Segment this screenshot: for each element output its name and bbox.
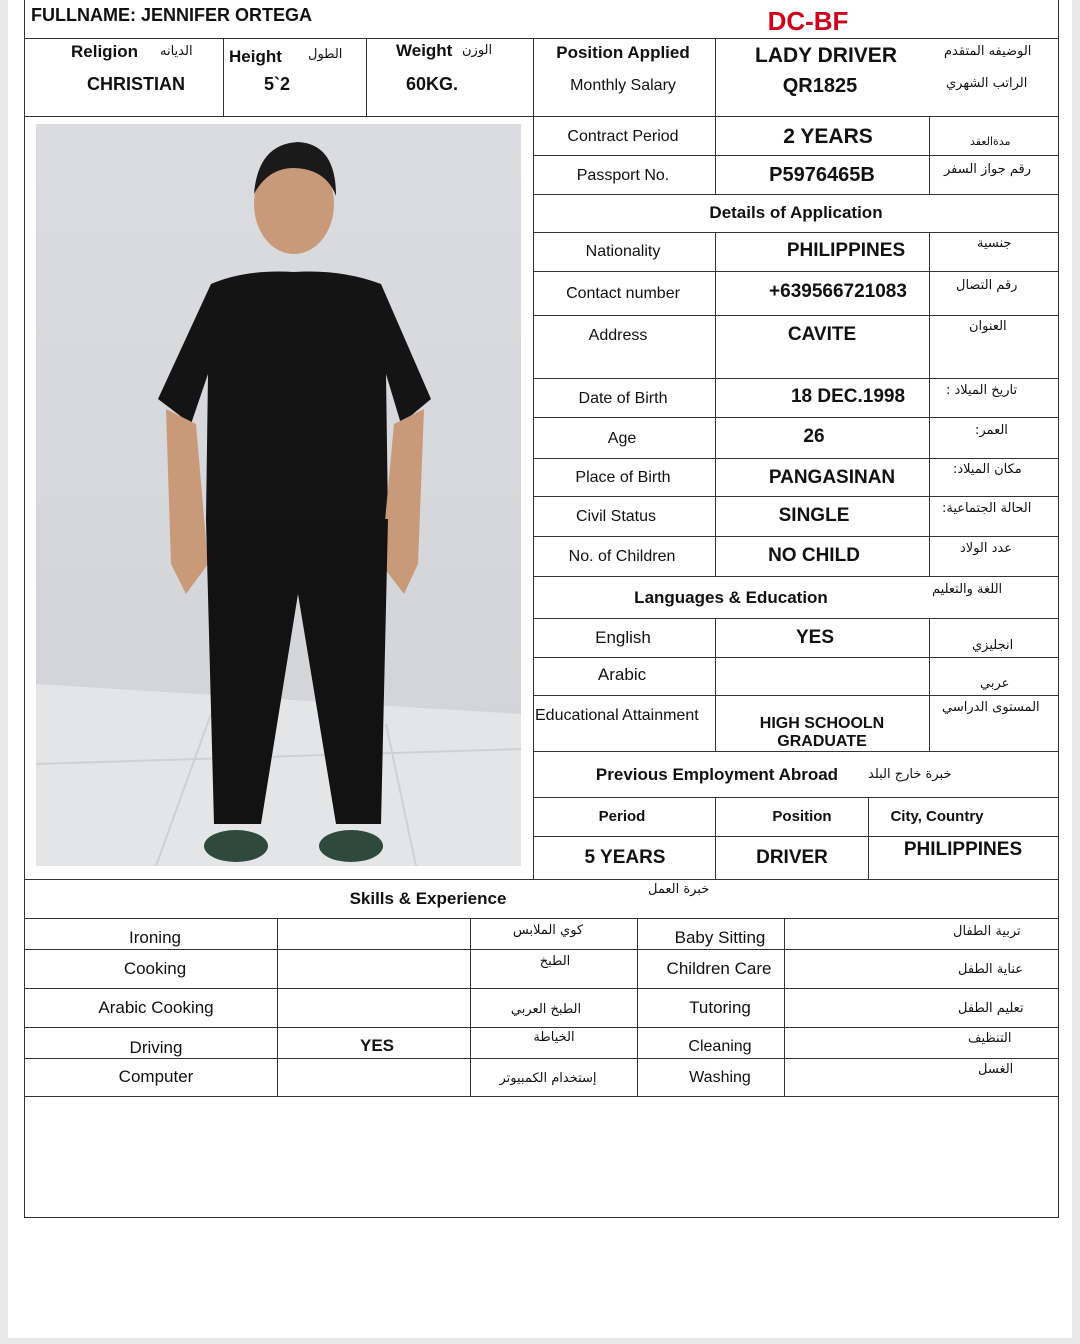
salary-value: QR1825 <box>782 75 858 97</box>
position-ar: الوضيفه المتقدم <box>944 44 1032 59</box>
skill-left-value: YES <box>359 1036 395 1055</box>
employment-period: 5 YEARS <box>584 847 666 868</box>
passport-ar: رقم جواز السفر <box>944 162 1031 177</box>
detail-ar: رقم التصال <box>956 278 1018 293</box>
detail-value: +639566721083 <box>769 281 907 302</box>
skill-right-ar: عناية الطفل <box>958 962 1024 977</box>
religion-label: Religion <box>71 42 139 61</box>
skill-right: Baby Sitting <box>674 928 766 947</box>
detail-label: Civil Status <box>575 508 657 525</box>
person-silhouette <box>36 124 521 866</box>
religion-value: CHRISTIAN <box>87 74 185 94</box>
detail-label: Address <box>588 327 648 344</box>
detail-label: Age <box>607 430 637 447</box>
detail-label: Nationality <box>585 243 661 260</box>
skill-right: Tutoring <box>689 998 751 1017</box>
contract-ar: مدةالعقد <box>970 135 1011 148</box>
salary-label: Monthly Salary <box>570 77 676 94</box>
employment-heading-ar: خبرة خارج البلد <box>868 767 952 782</box>
salary-ar: الراتب الشهري <box>946 76 1028 91</box>
detail-value: 18 DEC.1998 <box>790 386 906 407</box>
applicant-photo <box>36 124 521 866</box>
skill-left-ar: كوي الملابس <box>512 923 584 938</box>
contract-label: Contract Period <box>567 128 679 145</box>
skill-left: Computer <box>118 1067 194 1086</box>
detail-value: CAVITE <box>787 324 857 345</box>
detail-label: Place of Birth <box>575 469 671 486</box>
skill-left: Driving <box>129 1038 183 1057</box>
english-label: English <box>595 628 651 647</box>
weight-ar: الوزن <box>462 43 493 58</box>
skill-right: Washing <box>689 1069 751 1086</box>
code-badge: DC-BF <box>767 6 849 36</box>
height-value: 5`2 <box>263 74 291 94</box>
position-value: LADY DRIVER <box>755 44 897 67</box>
skill-right-ar: تربية الطفال <box>953 924 1021 939</box>
detail-ar: جنسية <box>977 236 1012 251</box>
languages-heading: Languages & Education <box>634 588 828 607</box>
detail-ar: مكان الميلاد: <box>953 462 1022 477</box>
employment-col-position: Position <box>772 808 832 825</box>
english-value: YES <box>795 627 835 648</box>
skill-left: Cooking <box>123 959 187 978</box>
detail-ar: العمر: <box>975 423 1008 438</box>
detail-value: 26 <box>803 426 825 447</box>
detail-label: Date of Birth <box>578 390 668 407</box>
position-label: Position Applied <box>556 43 690 62</box>
arabic-ar: عربي <box>980 676 1010 691</box>
skill-right-ar: تعليم الطفل <box>958 1001 1024 1016</box>
skill-left: Ironing <box>129 928 181 947</box>
detail-ar: العنوان <box>969 319 1007 334</box>
height-ar: الطول <box>308 47 343 62</box>
skill-left-ar: الطبخ <box>539 954 571 969</box>
details-heading: Details of Application <box>709 203 883 222</box>
skill-right: Children Care <box>666 959 772 978</box>
education-value-2: GRADUATE <box>777 733 867 750</box>
detail-label: No. of Children <box>568 548 676 565</box>
religion-ar: الديانه <box>160 44 193 59</box>
languages-heading-ar: اللغة والتعليم <box>932 582 1003 597</box>
skills-heading-ar: خبرة العمل <box>648 882 710 897</box>
detail-ar: الحالة الجتماعية: <box>942 501 1032 516</box>
passport-value: P5976465B <box>769 164 875 186</box>
arabic-label: Arabic <box>597 665 647 684</box>
detail-label: Contact number <box>566 285 680 302</box>
skills-heading: Skills & Experience <box>349 889 507 908</box>
detail-ar: عدد الولاد <box>960 541 1012 556</box>
detail-ar: تاريخ الميلاد : <box>946 383 1018 398</box>
employment-col-city: City, Country <box>890 808 984 825</box>
skill-right-ar: التنظيف <box>968 1031 1012 1046</box>
education-ar: المستوى الدراسي <box>942 700 1040 715</box>
employment-heading: Previous Employment Abroad <box>595 765 839 784</box>
height-label: Height <box>229 47 282 66</box>
english-ar: انجليزي <box>972 638 1014 653</box>
skill-left-ar: الطبخ العربي <box>510 1002 582 1017</box>
skill-right-ar: الغسل <box>978 1062 1014 1077</box>
weight-value: 60KG. <box>405 74 459 94</box>
weight-label: Weight <box>396 41 453 60</box>
employment-city: PHILIPPINES <box>903 839 1023 860</box>
detail-value: PHILIPPINES <box>786 240 906 261</box>
fullname: FULLNAME: JENNIFER ORTEGA <box>31 5 312 25</box>
employment-position: DRIVER <box>756 847 828 868</box>
education-value-1: HIGH SCHOOLN <box>759 715 885 732</box>
detail-value: SINGLE <box>778 505 850 526</box>
passport-label: Passport No. <box>576 167 670 184</box>
skill-left-ar: الخياطة <box>533 1030 575 1045</box>
contract-value: 2 YEARS <box>783 125 873 148</box>
skill-right: Cleaning <box>688 1038 752 1055</box>
detail-value: PANGASINAN <box>768 467 896 488</box>
skill-left-ar: إستخدام الكمبيوتر <box>499 1071 597 1086</box>
skill-left: Arabic Cooking <box>98 998 214 1017</box>
employment-col-period: Period <box>598 808 646 825</box>
education-label: Educational Attainment <box>535 707 699 724</box>
detail-value: NO CHILD <box>768 545 860 566</box>
